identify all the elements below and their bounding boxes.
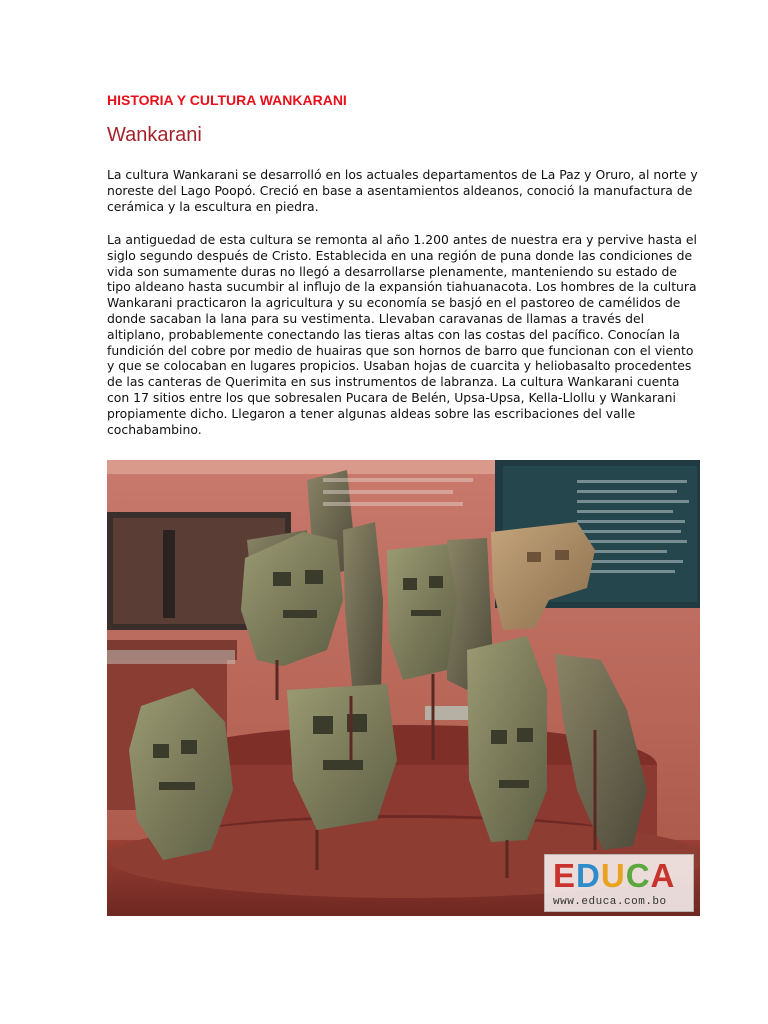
educa-watermark [544,854,694,912]
paragraph-intro: La cultura Wankarani se desarrolló en los actuales departamentos de La Paz y Oruro, al norte y noreste del Lago Poopó. Creció en base a asentamientos aldeanos, conoció la manufactura de cerámica y la escultura en piedra. [107,167,698,214]
paragraph-history: La antiguedad de esta cultura se remonta al año 1.200 antes de nuestra era y pervive hasta el siglo segundo después de Cristo. Establecida en una región de puna donde las condiciones de vida son sumamente duras no llegó a desarrollarse plenamente, manteniendo su estado de tipo aldeano hasta sucumbir al influjo de la expansión tiahuanacota. Los hombres de la cultura Wankarani practicaron la agricultura y su economía se basjó en el pastoreo de camélidos de donde sacaban la lana para su vestimenta. Llevaban caravanas de llamas a través del altiplano, probablemente conectando las tieras altas con las costas del pacífico. Conocían la fundición del cobre por medio de huairas que son hornos de barro que funcionan con el viento y que se colocaban en lugares propicios. Usaban hojas de cuarcita y heliobasalto procedentes de las canteras de Querimita en sus instrumentos de labranza. La cultura Wankarani cuenta con 17 sitios entre los que sobresalen Pucara de Belén, Upsa-Upsa, Kella-Llollu y Wankarani propiamente dicho. Llegaron a tener algunas aldeas sobre las escribaciones del valle cochabambino. [107,232,697,437]
educa-logo: EDUCA [553,857,676,894]
document-heading: HISTORIA Y CULTURA WANKARANI [107,92,347,108]
stone-sculptures-image [107,460,700,916]
section-title: Wankarani [107,124,202,146]
educa-url: www.educa.com.bo [553,896,667,908]
museum-photo [107,460,700,916]
